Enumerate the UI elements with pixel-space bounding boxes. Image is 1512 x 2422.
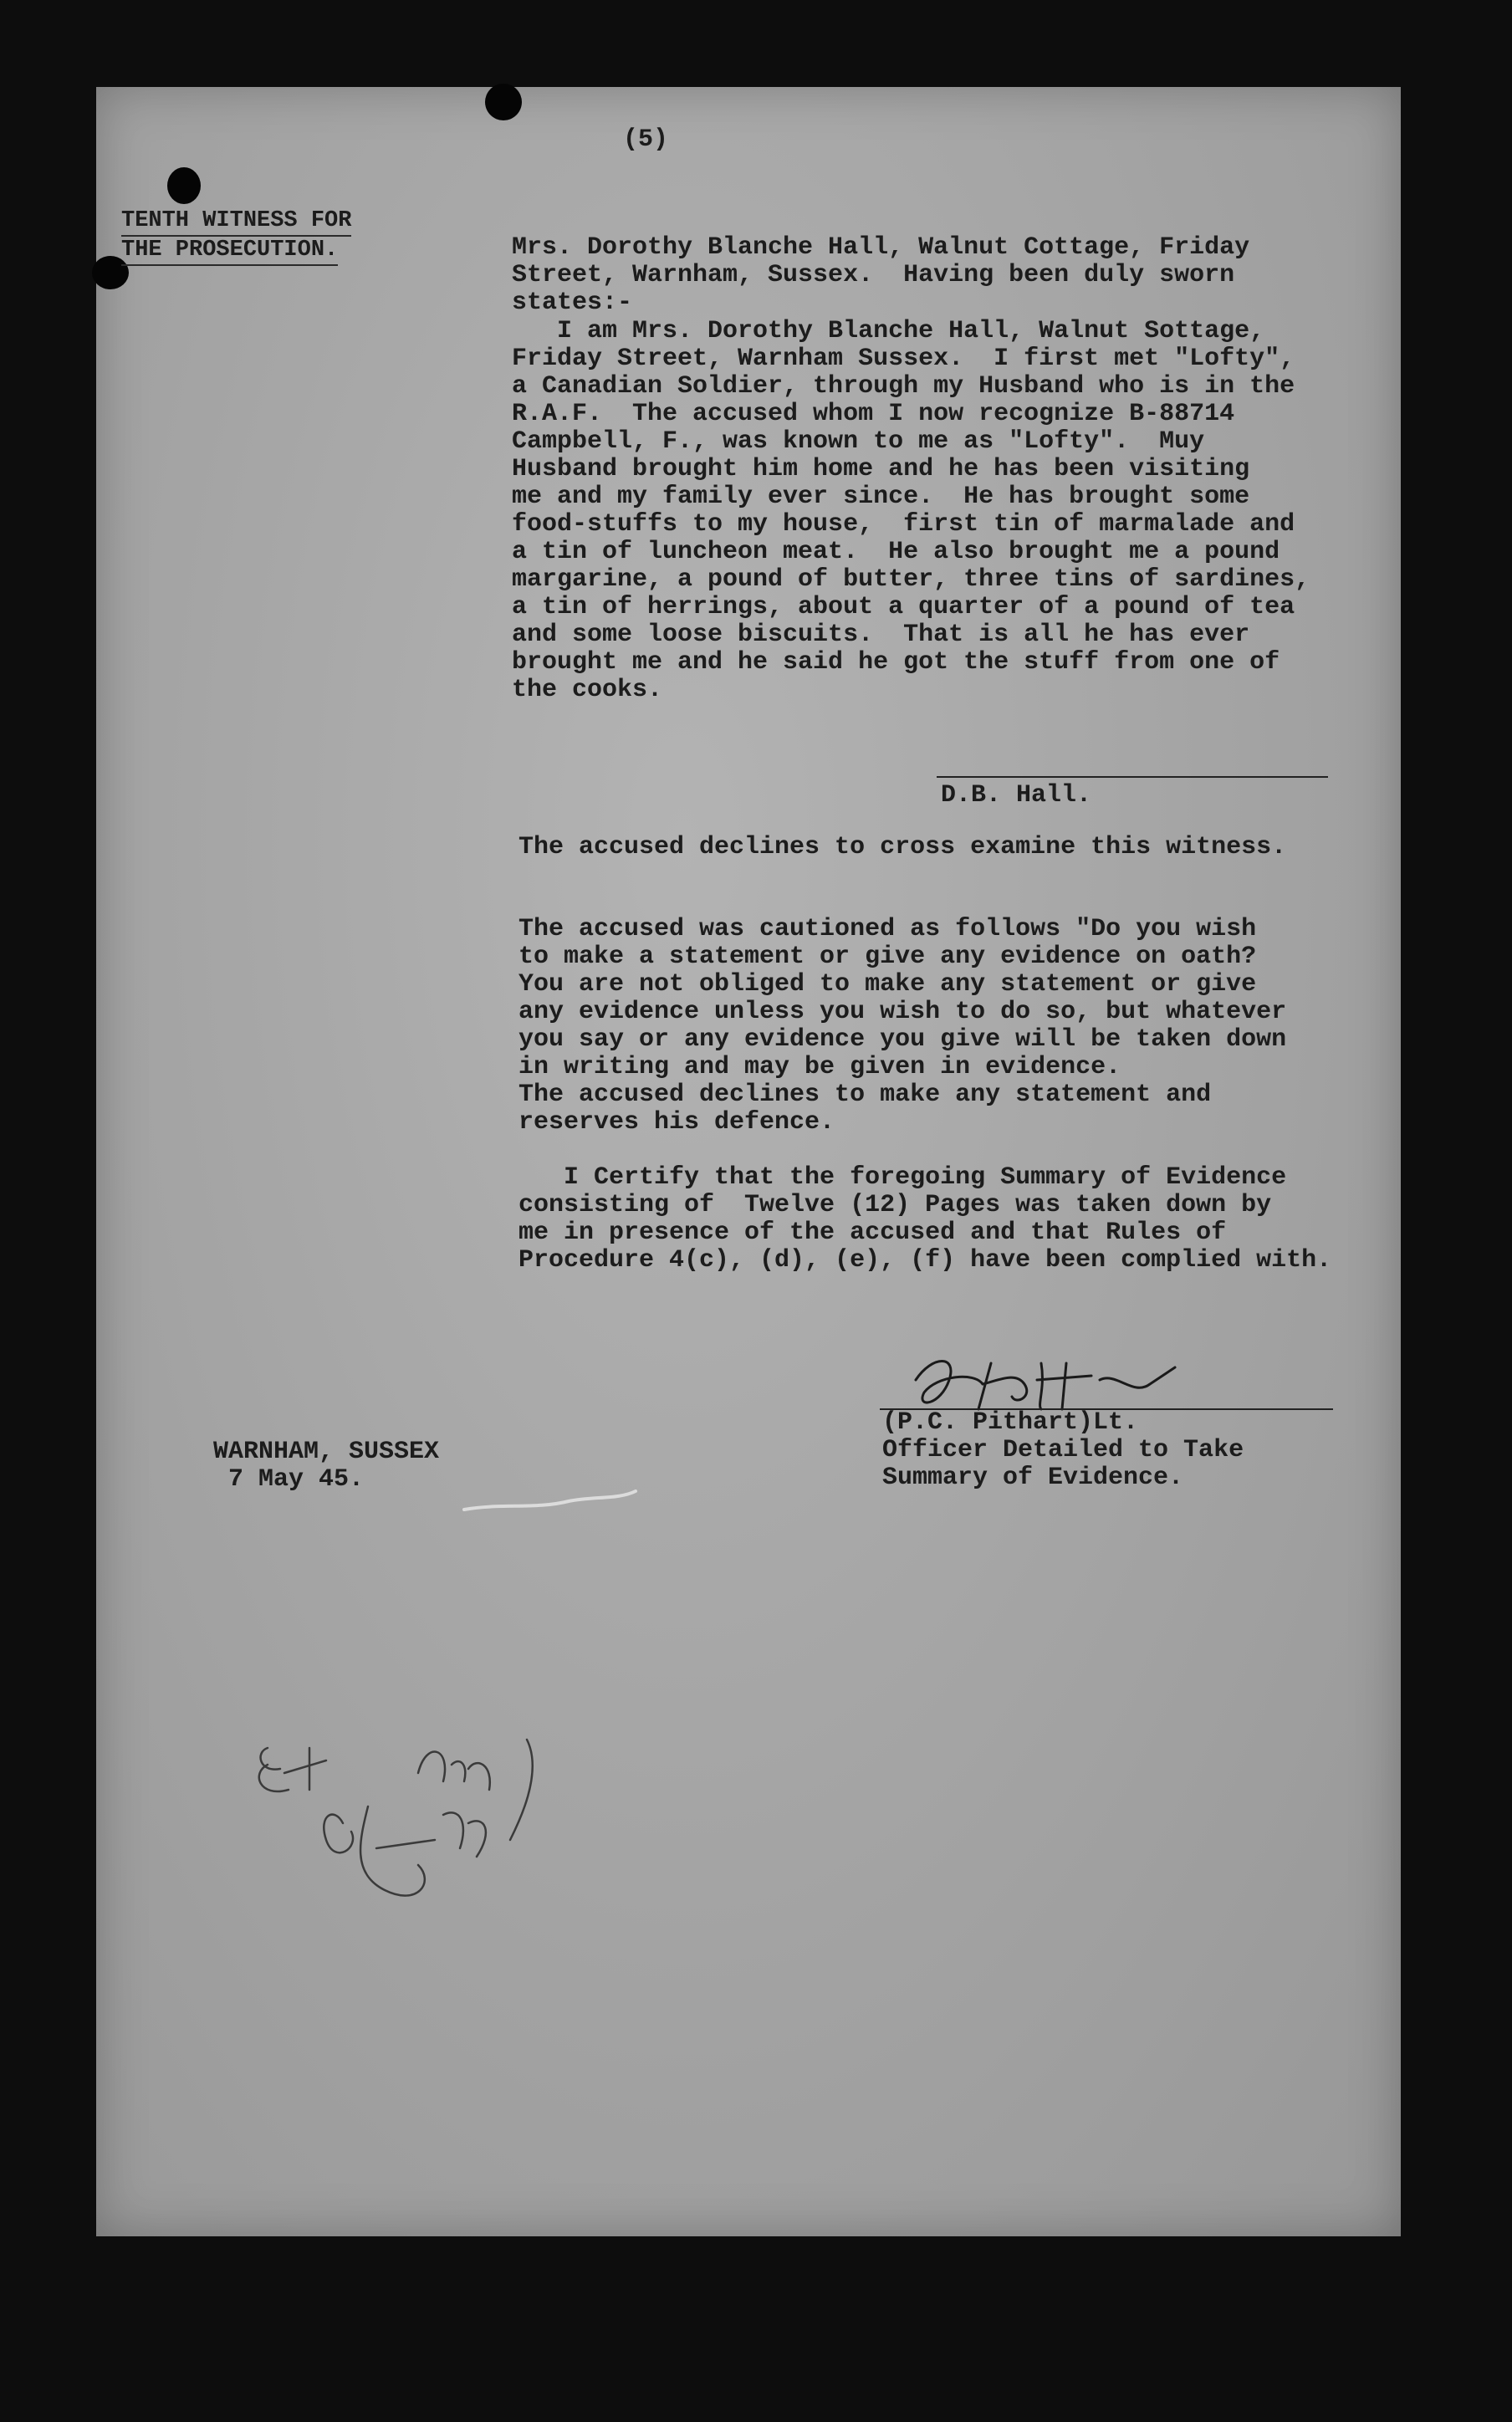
declines-cross-examination: The accused declines to cross examine this witness.	[518, 833, 1287, 861]
officer-name: (P.C. Pithart)Lt.	[882, 1408, 1139, 1437]
handwritten-pencil-note	[251, 1723, 569, 1940]
punch-hole-top	[485, 84, 522, 120]
officer-block	[882, 1409, 1244, 1492]
place: WARNHAM, SUSSEX	[213, 1438, 440, 1466]
certification-paragraph: I Certify that the foregoing Summary of Evidence consisting of Twelve (12) Pages was taken down by me in presence of the accused and that Rules of Procedure 4(c), (d), (e), (f) have been complied with.	[518, 1163, 1332, 1275]
date: 7 May 45.	[213, 1465, 365, 1494]
smudge-mark	[460, 1484, 644, 1518]
witness-signature: D.B. Hall.	[941, 781, 1092, 810]
section-heading	[121, 207, 351, 266]
section-heading-line2: THE PROSECUTION.	[121, 237, 338, 266]
witness-intro: Mrs. Dorothy Blanche Hall, Walnut Cottage, Friday Street, Warnham, Sussex. Having been duly sworn states:-	[512, 233, 1250, 317]
witness-statement: I am Mrs. Dorothy Blanche Hall, Walnut Sottage, Friday Street, Warnham Sussex. I first met "Lofty", a Canadian Soldier, through my Husband who is in the R.A.F. The accused whom I now recognize B-88714 Campbell, F., was known to me as "Lofty". Muy Husband brought him home and he has been visiting me and my family ever since. He has brought some food-stuffs to my house, first tin of marmalade and a tin of luncheon meat. He also brought me a pound margarine, a pound of butter, three tins of sardines, a tin of herrings, about a quarter of a pound of tea and some loose biscuits. That is all he has ever brought me and he said he got the stuff from one of the cooks.	[512, 317, 1310, 704]
caution-paragraph: The accused was cautioned as follows "Do you wish to make a statement or give any evidence on oath? You are not obliged to make any statement or give any evidence unless you wish to do so, but whatever you say or any evidence you give will be taken down in writing and may be given in evidence. The accused declines to make any statement and reserves his defence.	[518, 915, 1287, 1137]
witness-signature-line	[937, 776, 1328, 778]
punch-hole-left-upper	[167, 167, 201, 204]
officer-title-line2: Summary of Evidence.	[882, 1464, 1184, 1492]
page-number: (5)	[623, 125, 669, 154]
place-date-block	[213, 1438, 439, 1494]
officer-title-line1: Officer Detailed to Take	[882, 1436, 1244, 1464]
section-heading-line1: TENTH WITNESS FOR	[121, 207, 351, 237]
